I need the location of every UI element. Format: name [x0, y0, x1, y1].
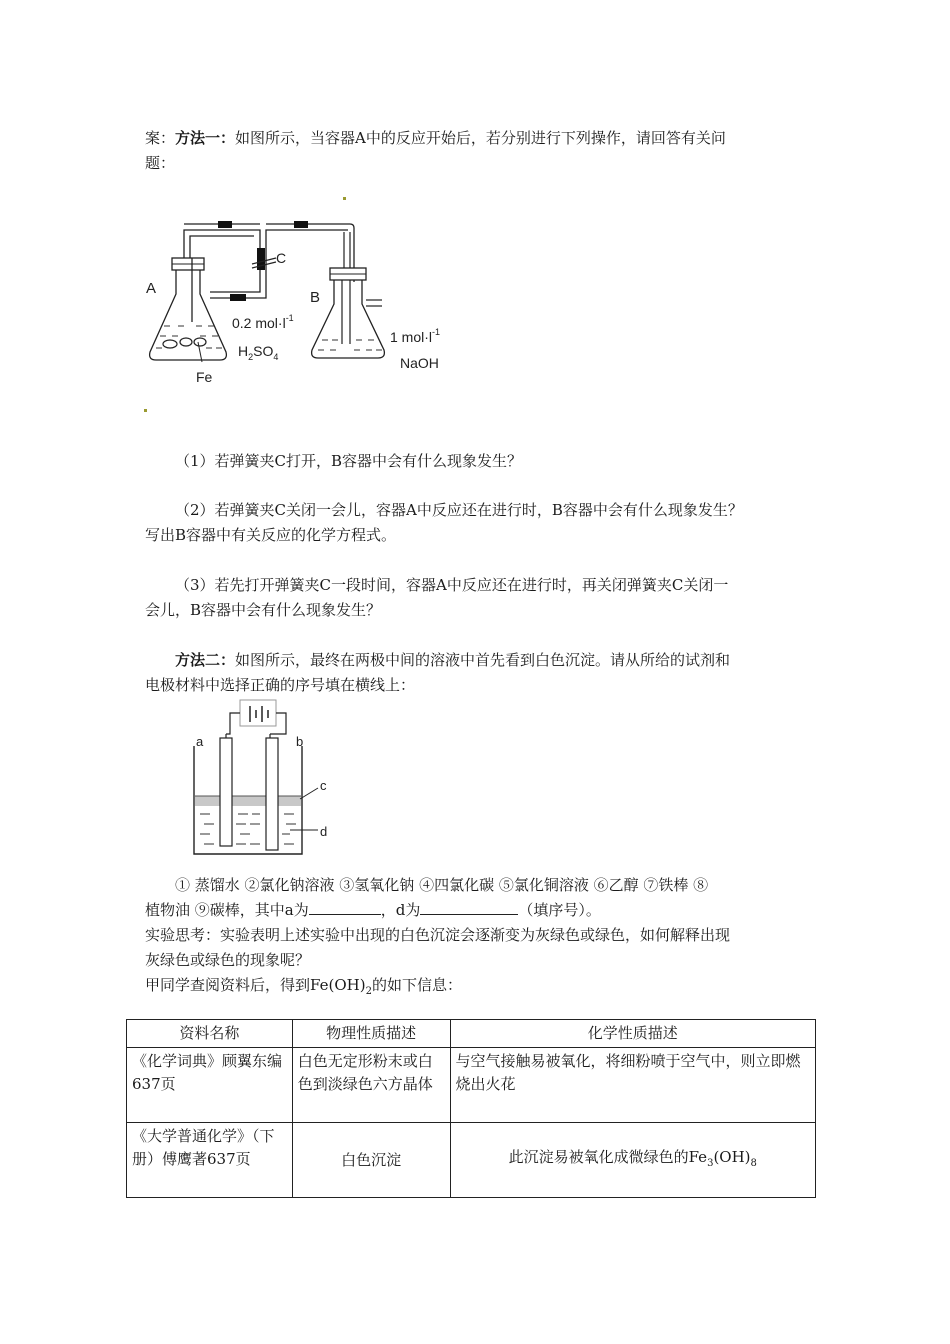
flask-b-label: B [310, 289, 321, 306]
row2-physical: 白色沉淀 [292, 1123, 450, 1198]
acid-concentration: 0.2 $mol\cdot l^{-1}$ [232, 313, 294, 331]
answer-blank-d[interactable] [420, 898, 518, 915]
row1-physical: 白色无定形粉末或白色到淡绿色六方晶体 [292, 1048, 450, 1123]
method2-line2: 电极材料中选择正确的序号填在横线上： [145, 676, 416, 694]
reagents-line2: 植物油 ⑨碳棒，其中a为 ，d为 （填序号）。 [145, 897, 601, 923]
row2-source: 《大学普通化学》（下册）傅鹰著637页 [127, 1123, 293, 1198]
info-table [126, 1019, 816, 1198]
method2-line1: 方法二：如图所示，最终在两极中间的溶液中首先看到白色沉淀。请从所给的试剂和 [175, 651, 731, 669]
row1-chemical: 与空气接触易被氧化，将细粉喷于空气中，则立即燃烧出火花 [450, 1048, 815, 1123]
clip-c-label: C [276, 250, 287, 266]
thinking-line2: 灰绿色或绿色的现象呢？ [145, 951, 311, 969]
acid-formula: $H_2SO_4$ [238, 343, 279, 362]
question-2-line1: （2）若弹簧夹C关闭一会儿，容器A中反应还在进行时，B容器中会有什么现象发生？ [175, 501, 743, 519]
layer-c-label: c [320, 778, 327, 793]
iron-label: Fe [196, 369, 213, 385]
electrode-a-label: a [196, 734, 204, 749]
thinking-line3: 甲同学查阅资料后，得到$Fe(OH)_2$的如下信息： [145, 976, 462, 997]
solution-d-label: d [320, 824, 328, 839]
method1-lead: 案： [145, 129, 176, 147]
flask-a-label: A [146, 280, 157, 297]
method1-line1 [145, 125, 726, 151]
apparatus-diagram [138, 192, 488, 392]
question-1: （1）若弹簧夹C打开，B容器中会有什么现象发生？ [175, 452, 523, 470]
table-header-row [127, 1020, 816, 1048]
table-header-physical: 物理性质描述 [292, 1020, 450, 1048]
question-3-line2: 会儿，B容器中会有什么现象发生？ [145, 601, 382, 619]
table-header-chemical: 化学性质描述 [450, 1020, 815, 1048]
row2-chemical: 此沉淀易被氧化成微绿色的$Fe_3(OH)_8$ [450, 1123, 815, 1198]
base-formula: NaOH [400, 355, 439, 371]
stray-dot [144, 409, 147, 412]
question-2-line2: 写出B容器中有关反应的化学方程式。 [145, 526, 397, 544]
row1-source: 《化学词典》顾翼东编637页 [127, 1048, 293, 1123]
electrolysis-diagram [190, 698, 340, 860]
method1-title: 方法一： [175, 129, 236, 147]
thinking-line1: 实验思考：实验表明上述实验中出现的白色沉淀会逐渐变为灰绿色或绿色，如何解释出现 [145, 926, 731, 944]
table-row [127, 1123, 816, 1198]
method2-title: 方法二： [175, 651, 236, 669]
table-row [127, 1048, 816, 1123]
question-3-line1: （3）若先打开弹簧夹C一段时间，容器A中反应还在进行时，再关闭弹簧夹C关闭一 [175, 576, 729, 594]
electrode-b-label: b [296, 734, 304, 749]
table-header-source: 资料名称 [127, 1020, 293, 1048]
answer-blank-a[interactable] [309, 898, 381, 915]
method1-line2: 题： [145, 154, 176, 172]
reagents-line1: ① 蒸馏水 ②氯化钠溶液 ③氢氧化钠 ④四氯化碳 ⑤氯化铜溶液 ⑥乙醇 ⑦铁棒 ⑧ [175, 876, 709, 894]
method1-text: 如图所示，当容器A中的反应开始后，若分别进行下列操作，请回答有关问 [235, 129, 726, 147]
base-concentration: 1 $mol\cdot l^{-1}$ [390, 327, 441, 345]
